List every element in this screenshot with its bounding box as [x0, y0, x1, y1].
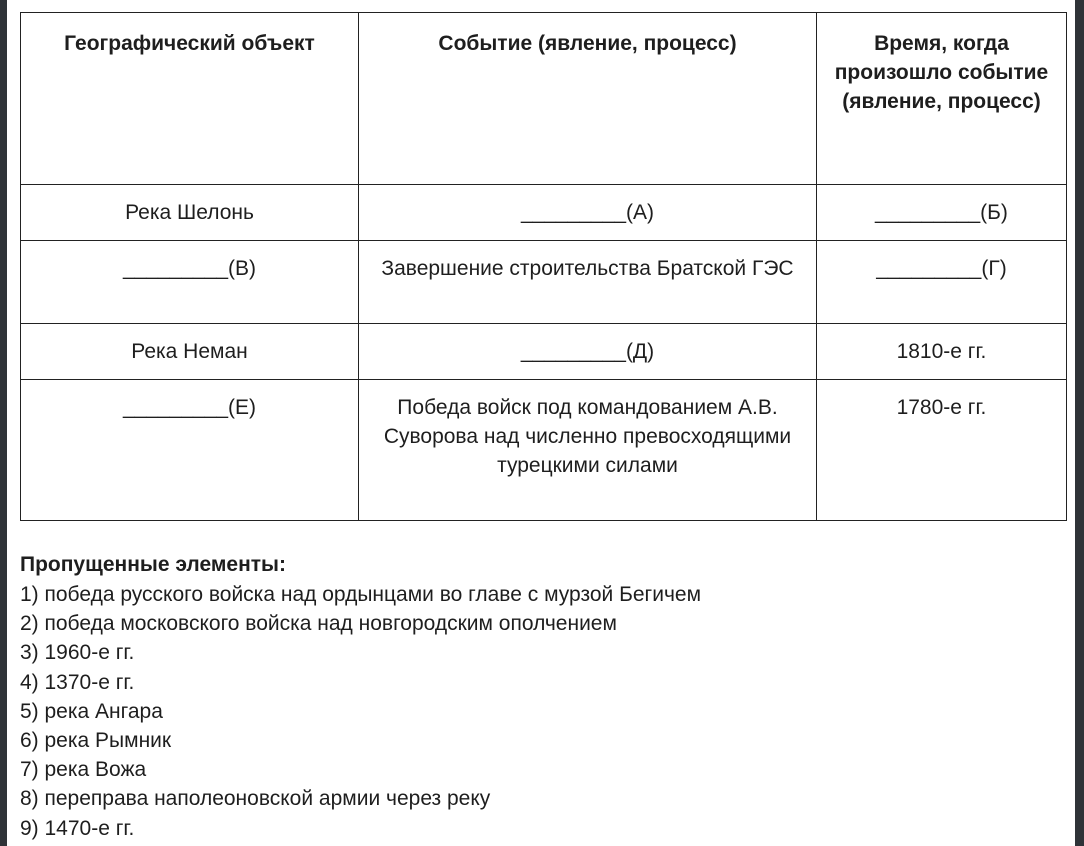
table-cell: _________(Б)	[817, 185, 1067, 241]
table-cell: Победа войск под командованием А.В. Суворова над численно превосходящими турецкими силами	[359, 380, 817, 521]
document-page	[7, 0, 1075, 846]
list-item: 6) река Рымник	[20, 729, 172, 753]
missing-elements-list	[20, 580, 1060, 843]
table-cell: _________(Г)	[817, 241, 1067, 324]
list-item: 8) переправа наполеоновской армии через реку	[20, 787, 491, 811]
table-row	[21, 324, 1067, 380]
missing-elements-section	[20, 550, 1060, 843]
task-table	[20, 12, 1067, 521]
table-cell: Завершение строительства Братской ГЭС	[359, 241, 817, 324]
header-event: Событие (явление, процесс)	[359, 13, 817, 185]
table-header-row	[21, 13, 1067, 185]
table-cell: _________(В)	[21, 241, 359, 324]
table-cell: 1780-е гг.	[817, 380, 1067, 521]
table-row	[21, 185, 1067, 241]
table-row	[21, 241, 1067, 324]
header-time: Время, когда произошло событие (явление, процесс)	[817, 13, 1067, 185]
missing-elements-title: Пропущенные элементы:	[20, 553, 286, 576]
header-geographic-object: Географический объект	[21, 13, 359, 185]
table-cell: Река Неман	[21, 324, 359, 380]
list-item: 9) 1470-е гг.	[20, 816, 135, 840]
table-cell: _________(А)	[359, 185, 817, 241]
list-item: 3) 1960-е гг.	[20, 641, 135, 665]
list-item: 1) победа русского войска над ордынцами во главе с мурзой Бегичем	[20, 583, 702, 606]
list-item: 2) победа московского войска над новгородским ополчением	[20, 612, 617, 636]
table-cell: _________(Е)	[21, 380, 359, 521]
table-cell: Река Шелонь	[21, 185, 359, 241]
list-item: 4) 1370-е гг.	[20, 670, 135, 694]
list-item: 5) река Ангара	[20, 699, 163, 723]
table-cell: _________(Д)	[359, 324, 817, 380]
table-cell: 1810-е гг.	[817, 324, 1067, 380]
list-item: 7) река Вожа	[20, 758, 147, 782]
table-row	[21, 380, 1067, 521]
